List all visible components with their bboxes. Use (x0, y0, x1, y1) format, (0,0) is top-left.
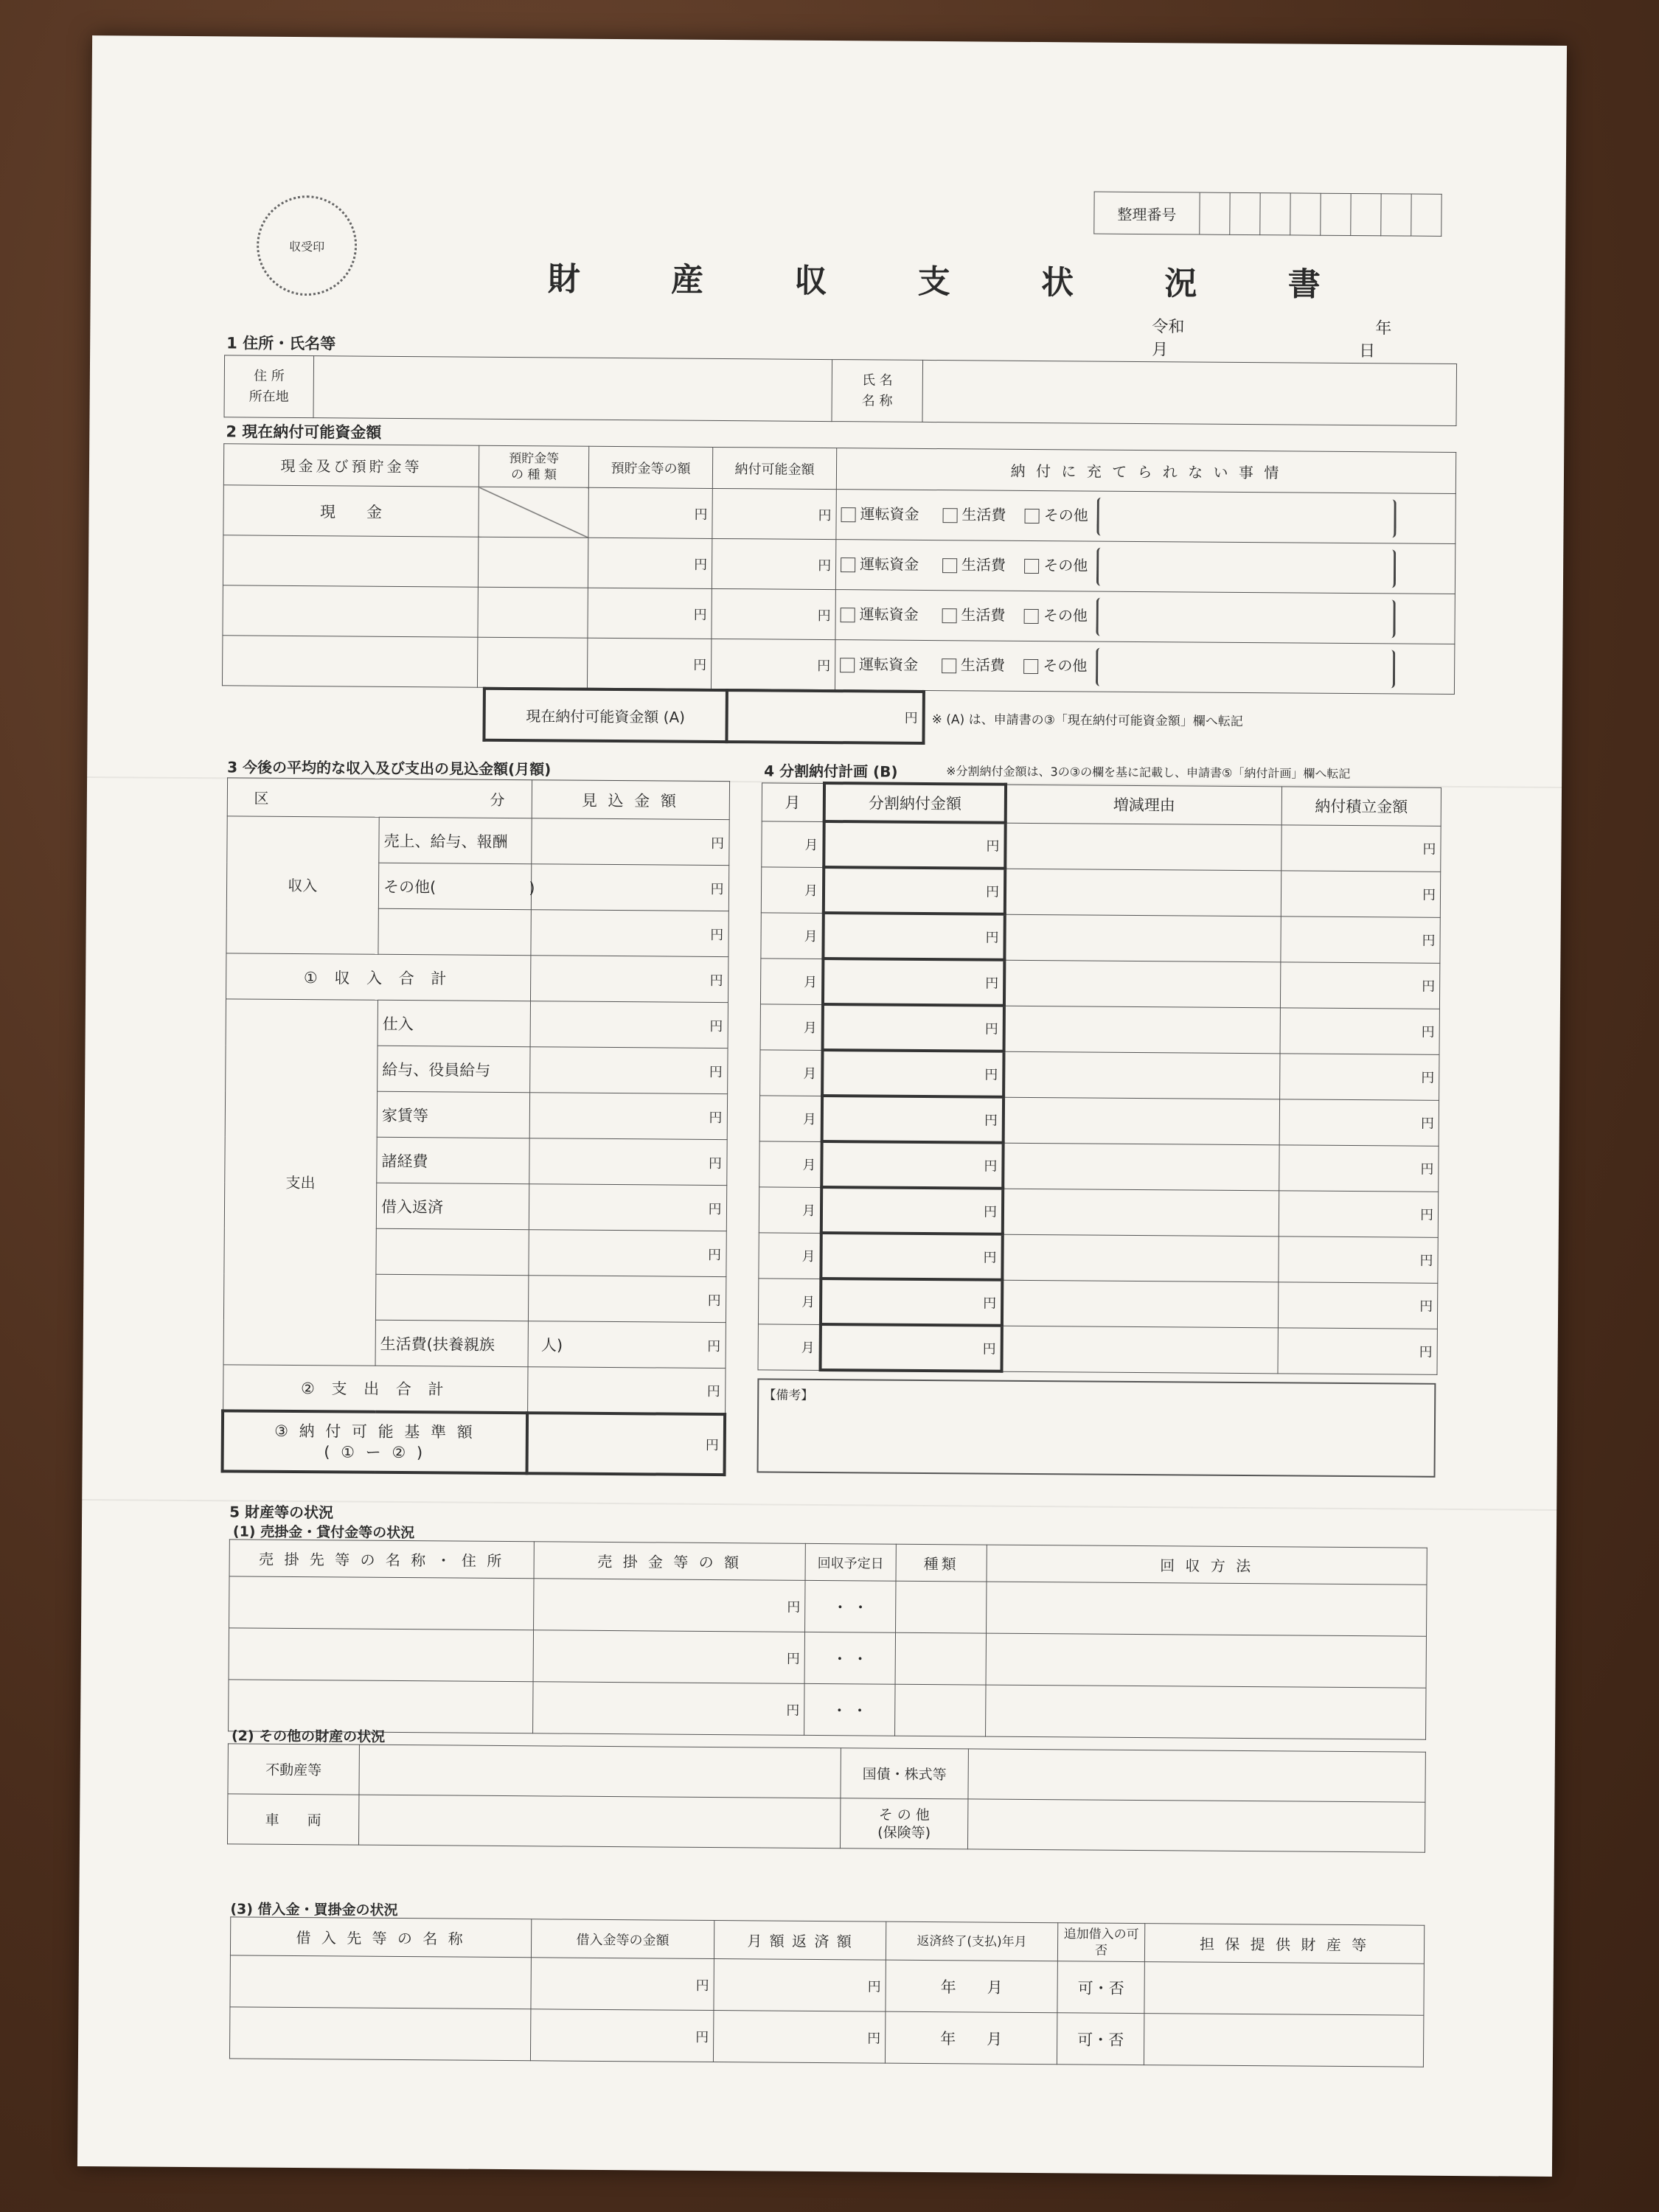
checkbox[interactable] (1023, 658, 1038, 673)
rcv-date-cell[interactable]: ・ ・ (805, 1580, 896, 1632)
type-cell[interactable] (478, 537, 588, 588)
deposit-name-cell[interactable] (223, 585, 478, 637)
expense-item: 給与、役員給与 (378, 1046, 530, 1092)
reason-cell[interactable] (1004, 1097, 1280, 1145)
amount-cell[interactable]: 円 (587, 638, 711, 689)
reg-digit[interactable] (1411, 194, 1441, 236)
s4-table (757, 781, 1441, 1375)
checkbox[interactable] (841, 557, 855, 572)
expense-total-label: ② 支 出 合 計 (223, 1365, 527, 1413)
amount-cell[interactable]: 円 (529, 1138, 726, 1186)
form-paper (77, 35, 1567, 2177)
amount-cell[interactable]: 円 (530, 1001, 728, 1048)
reserve-cell[interactable]: 円 (1280, 1007, 1439, 1054)
loan-end-cell[interactable]: 年 月 (886, 1960, 1057, 2013)
cash-label: 現 金 (223, 485, 479, 537)
s2-h-reasons: 納 付 に 充 て ら れ な い 事 情 (836, 448, 1455, 494)
month-cell[interactable]: 月 (762, 821, 824, 867)
income-total-field[interactable]: 円 (530, 956, 728, 1003)
vehicle-field[interactable] (358, 1795, 840, 1848)
reserve-cell[interactable]: 円 (1278, 1327, 1437, 1374)
reason-cell[interactable]: 運転資金 生活費 その他 (835, 640, 1454, 695)
rcv-type-cell[interactable] (895, 1632, 986, 1685)
rcv-method-cell[interactable] (986, 1633, 1426, 1688)
reason-cell[interactable] (1003, 1189, 1279, 1237)
amount-cell[interactable]: 円 (531, 864, 728, 911)
expense-item: 生活費(扶養親族 人) (375, 1320, 528, 1366)
income-item: 売上、給与、報酬 (379, 817, 532, 863)
reason-bracket[interactable] (1096, 547, 1396, 588)
base-amount-label: ③ 納 付 可 能 基 準 額 ( ① ー ② ) (223, 1411, 528, 1473)
expense-item[interactable] (375, 1274, 528, 1321)
reg-label: 整理番号 (1094, 192, 1200, 234)
loan-collateral-cell[interactable] (1144, 1962, 1424, 2016)
rcv-type-cell[interactable] (895, 1684, 986, 1736)
loan-name-cell[interactable] (229, 2007, 530, 2061)
reason-cell[interactable] (1005, 823, 1281, 871)
month-cell[interactable]: 月 (758, 1278, 821, 1324)
expense-item: 借入返済 (376, 1183, 529, 1229)
payable-cell[interactable]: 円 (711, 639, 835, 689)
checkbox[interactable] (942, 508, 957, 523)
amount-cell[interactable]: 円 (529, 1047, 727, 1094)
reason-cell[interactable] (1002, 1234, 1279, 1282)
address-field[interactable] (313, 356, 832, 422)
reason-cell[interactable]: 運転資金 生活費 その他 (835, 590, 1455, 644)
reason-bracket[interactable] (1096, 597, 1396, 638)
rcv-h-name: 売 掛 先 等 の 名 称 ・ 住 所 (229, 1540, 534, 1579)
s3-h-amount: 見 込 金 額 (532, 780, 729, 820)
date-day: 日 (1359, 342, 1376, 361)
reserve-cell[interactable]: 円 (1280, 961, 1439, 1009)
reserve-cell[interactable]: 円 (1281, 916, 1440, 963)
s4-title: 4 分割納付計画 (B) (764, 762, 898, 781)
s5-title: 5 財産等の状況 (229, 1503, 334, 1522)
type-cell[interactable] (478, 587, 588, 638)
diagonal-cell (479, 487, 588, 538)
rcv-method-cell[interactable] (987, 1582, 1427, 1636)
loan-additional-cell[interactable]: 可・否 (1057, 2013, 1144, 2065)
checkbox[interactable] (840, 658, 855, 672)
loan-amount-cell[interactable]: 円 (531, 1958, 714, 2011)
registration-number-box (1093, 192, 1441, 237)
s5-sub2: (2) その他の財産の状況 (231, 1728, 386, 1745)
receipt-stamp-circle (257, 195, 358, 296)
loan-monthly-cell[interactable]: 円 (714, 1959, 886, 2012)
reserve-cell[interactable]: 円 (1280, 1053, 1439, 1100)
checkbox[interactable] (1024, 608, 1039, 623)
s2-title: 2 現在納付可能資金額 (226, 422, 382, 442)
reason-cell[interactable] (1004, 1051, 1280, 1099)
amount-cell[interactable]: 円 (529, 1184, 726, 1231)
realestate-field[interactable] (359, 1745, 841, 1798)
loans-table (229, 1916, 1425, 2067)
stamp-label: 収受印 (289, 239, 325, 254)
loan-collateral-cell[interactable] (1144, 2014, 1423, 2067)
s2-h-payable: 納付可能金額 (712, 447, 836, 489)
reserve-cell[interactable]: 円 (1279, 1236, 1438, 1283)
amount-cell[interactable]: 円 (530, 910, 728, 957)
expense-item[interactable] (376, 1228, 529, 1275)
rcv-h-type: 種類 (896, 1544, 987, 1582)
rcv-date-cell[interactable]: ・ ・ (804, 1683, 895, 1736)
reason-cell[interactable]: 運転資金 生活費 その他 (836, 490, 1455, 544)
other-assets-table (227, 1743, 1426, 1852)
rcv-amount-cell[interactable]: 円 (534, 1579, 805, 1632)
expense-item: 仕入 (378, 1000, 530, 1046)
amount-cell[interactable]: 円 (528, 1321, 726, 1368)
reg-digit[interactable] (1351, 193, 1381, 235)
s4-h-installment: 分割納付金額 (824, 783, 1006, 823)
date-era: 令和 (1152, 318, 1185, 337)
reg-digit[interactable] (1290, 193, 1321, 235)
address-label: 住 所 所在地 (224, 355, 314, 418)
reg-digit[interactable] (1321, 193, 1351, 235)
expense-item: 家賃等 (377, 1091, 529, 1138)
s3-title: 3 今後の平均的な収入及び支出の見込金額(月額) (227, 758, 552, 779)
loan-h-end: 返済終了(支払)年月 (886, 1921, 1057, 1961)
installment-cell[interactable]: 円 (822, 1050, 1004, 1097)
loan-monthly-cell[interactable]: 円 (713, 2011, 885, 2064)
other-field[interactable] (967, 1799, 1425, 1852)
reason-cell[interactable] (1001, 1326, 1278, 1374)
loan-h-collateral: 担 保 提 供 財 産 等 (1144, 1924, 1424, 1964)
reason-cell[interactable] (1002, 1280, 1279, 1328)
s4-h-month: 月 (762, 782, 824, 821)
reason-cell[interactable]: 運転資金 生活費 その他 (835, 540, 1455, 594)
month-cell[interactable]: 月 (760, 1004, 823, 1050)
installment-cell[interactable]: 円 (821, 1187, 1003, 1234)
rcv-method-cell[interactable] (986, 1685, 1426, 1739)
loan-h-monthly: 月 額 返 済 額 (714, 1921, 886, 1961)
s2-table (222, 443, 1456, 695)
vehicle-label: 車 両 (227, 1794, 358, 1845)
expense-item: 諸経費 (377, 1137, 529, 1183)
name-field[interactable] (922, 360, 1457, 425)
loan-amount-cell[interactable]: 円 (530, 2009, 713, 2062)
checkbox[interactable] (942, 658, 956, 673)
rcv-name-cell[interactable] (229, 1628, 533, 1682)
s3-table (221, 777, 731, 1475)
reserve-cell[interactable]: 円 (1281, 870, 1440, 917)
rcv-amount-cell[interactable]: 円 (533, 1630, 804, 1684)
base-amount-field[interactable]: 円 (527, 1413, 726, 1475)
income-item: その他( ) (378, 863, 531, 909)
installment-cell[interactable]: 円 (824, 821, 1005, 869)
reason-cell[interactable] (1003, 1143, 1279, 1191)
s2-total-table (482, 687, 925, 745)
total-payable-label: 現在納付可能資金額 (A) (484, 689, 726, 742)
installment-cell[interactable]: 円 (823, 959, 1004, 1006)
checkbox[interactable] (841, 507, 856, 522)
reserve-cell[interactable]: 円 (1278, 1281, 1437, 1329)
s2-h-type: 預貯金等 の 種 類 (479, 445, 588, 487)
reg-digit[interactable] (1200, 192, 1230, 234)
installment-cell[interactable]: 円 (821, 1233, 1002, 1280)
type-cell[interactable] (477, 637, 587, 688)
amount-cell[interactable]: 円 (588, 487, 712, 538)
expense-label: 支出 (223, 999, 378, 1366)
month-cell[interactable]: 月 (761, 912, 824, 959)
amount-cell[interactable]: 円 (531, 818, 728, 866)
month-cell[interactable]: 月 (759, 1232, 821, 1279)
checkbox[interactable] (1024, 558, 1039, 573)
checkbox[interactable] (942, 558, 957, 573)
month-cell[interactable]: 月 (761, 866, 824, 913)
date-month: 月 (1152, 341, 1169, 360)
reason-cell[interactable] (1004, 1006, 1281, 1054)
stock-label: 国債・株式等 (841, 1748, 968, 1799)
loan-name-cell[interactable] (230, 1955, 531, 2009)
month-cell[interactable]: 月 (759, 1095, 822, 1141)
amount-cell[interactable]: 円 (588, 538, 712, 588)
date-year: 年 (1375, 319, 1392, 338)
reserve-cell[interactable]: 円 (1279, 1144, 1439, 1192)
reg-digit[interactable] (1230, 192, 1260, 234)
s1-title: 1 住所・氏名等 (226, 334, 336, 353)
form-title: 財 産 収 支 状 況 書 (547, 260, 1360, 305)
installment-cell[interactable]: 円 (824, 867, 1005, 914)
payable-cell[interactable]: 円 (712, 538, 835, 589)
month-cell[interactable]: 月 (759, 1186, 821, 1233)
installment-cell[interactable]: 円 (822, 1096, 1004, 1143)
s4-note: ※分割納付金額は、3の③の欄を基に記載し、申請書⑤「納付計画」欄へ転記 (946, 764, 1351, 781)
reason-bracket[interactable] (1097, 497, 1397, 538)
payable-cell[interactable]: 円 (712, 588, 835, 639)
remarks-label: 【備考】 (763, 1388, 814, 1403)
rcv-h-date: 回収予定日 (805, 1543, 896, 1581)
reserve-cell[interactable]: 円 (1279, 1099, 1439, 1146)
remarks-box[interactable] (757, 1378, 1436, 1477)
date-line (1152, 314, 1565, 363)
reason-cell[interactable] (1004, 960, 1281, 1008)
reason-bracket[interactable] (1096, 647, 1395, 688)
month-cell[interactable]: 月 (758, 1324, 821, 1370)
s2-note: ※ (A) は、申請書の③「現在納付可能資金額」欄へ転記 (931, 712, 1243, 729)
amount-cell[interactable]: 円 (528, 1276, 726, 1323)
installment-cell[interactable]: 円 (823, 913, 1004, 960)
realestate-label: 不動産等 (228, 1744, 359, 1795)
s5-sub1: (1) 売掛金・貸付金等の状況 (232, 1523, 415, 1542)
installment-cell[interactable]: 円 (821, 1279, 1002, 1326)
payable-cell[interactable]: 円 (712, 488, 836, 539)
s5-sub3: (3) 借入金・買掛金の状況 (230, 1901, 398, 1919)
receivables-table (228, 1539, 1427, 1739)
income-item[interactable] (378, 908, 531, 955)
rcv-type-cell[interactable] (896, 1581, 987, 1633)
month-cell[interactable]: 月 (760, 958, 823, 1004)
amount-cell[interactable]: 円 (588, 588, 712, 639)
loan-h-name: 借 入 先 等 の 名 称 (230, 1917, 531, 1958)
rcv-amount-cell[interactable]: 円 (533, 1682, 804, 1736)
rcv-h-amount: 売 掛 金 等 の 額 (534, 1542, 805, 1581)
s1-table (223, 355, 1457, 426)
other-label: そ の 他 (保険等) (840, 1798, 967, 1849)
month-cell[interactable]: 月 (760, 1049, 823, 1096)
installment-cell[interactable]: 円 (821, 1324, 1002, 1371)
checkbox[interactable] (1025, 508, 1040, 523)
s2-h-amount: 預貯金等の額 (588, 446, 712, 488)
amount-cell[interactable]: 円 (528, 1230, 726, 1277)
reserve-cell[interactable]: 円 (1279, 1190, 1438, 1237)
reg-digit[interactable] (1260, 193, 1290, 235)
name-label: 氏 名 名 称 (832, 360, 923, 422)
loan-h-amount: 借入金等の金額 (531, 1919, 714, 1959)
income-label: 収入 (226, 816, 379, 954)
reg-digit[interactable] (1381, 194, 1411, 236)
rcv-h-method: 回 収 方 法 (987, 1545, 1427, 1585)
reason-cell[interactable] (1004, 914, 1281, 962)
deposit-name-cell[interactable] (223, 535, 478, 587)
loan-h-additional: 追加借入の可否 (1057, 1923, 1144, 1962)
s4-h-reason: 増減理由 (1006, 785, 1282, 825)
s4-h-reserve: 納付積立金額 (1281, 786, 1441, 826)
total-payable-field[interactable]: 円 (726, 690, 923, 743)
s3-h-category: 区 分 (227, 778, 532, 818)
reserve-cell[interactable]: 円 (1281, 824, 1441, 872)
stock-field[interactable] (968, 1749, 1425, 1802)
expense-total-field[interactable]: 円 (527, 1367, 725, 1414)
loan-additional-cell[interactable]: 可・否 (1057, 1961, 1144, 2014)
installment-cell[interactable]: 円 (821, 1141, 1003, 1189)
income-total-label: ① 収 入 合 計 (226, 953, 530, 1001)
s2-h-cash: 現金及び預貯金等 (223, 444, 479, 487)
loan-end-cell[interactable]: 年 月 (885, 2011, 1057, 2065)
checkbox[interactable] (841, 608, 855, 622)
rcv-name-cell[interactable] (229, 1576, 534, 1630)
checkbox[interactable] (942, 608, 956, 623)
rcv-date-cell[interactable]: ・ ・ (804, 1632, 895, 1684)
reason-cell[interactable] (1005, 869, 1281, 917)
deposit-name-cell[interactable] (222, 636, 477, 687)
installment-cell[interactable]: 円 (823, 1004, 1004, 1051)
month-cell[interactable]: 月 (759, 1141, 822, 1187)
amount-cell[interactable]: 円 (529, 1093, 727, 1140)
